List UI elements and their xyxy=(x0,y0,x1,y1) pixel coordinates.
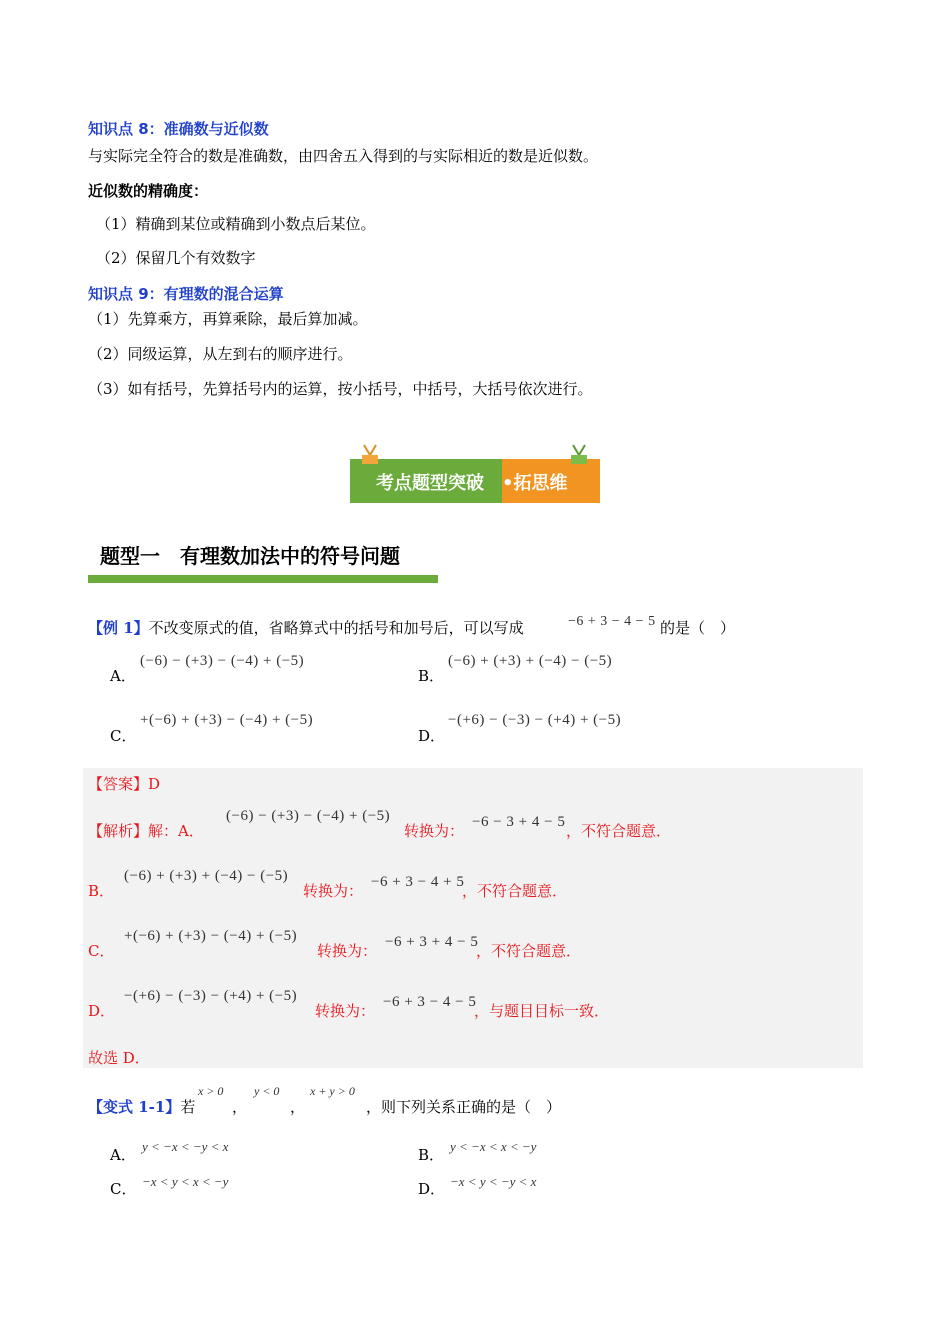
analysis-row-a-comment: ，不符合题意． xyxy=(566,822,672,840)
analysis-row-b-result: −6 + 3 − 4 + 5 xyxy=(371,874,465,890)
kp8-text: 与实际完全符合的数是准确数，由四舍五入得到的与实际相近的数是近似数。 xyxy=(88,147,599,165)
analysis-row-a-expr: (−6) − (+3) − (−4) + (−5) xyxy=(226,808,391,824)
kp8-item-2: （2）保留几个有效数字 xyxy=(96,249,256,267)
answer-box xyxy=(83,768,863,1068)
analysis-row-a-result: −6 − 3 + 4 − 5 xyxy=(472,814,566,830)
example1-option-c-expr: +(−6) + (+3) − (−4) + (−5) xyxy=(140,712,314,728)
analysis-row-c-label: C． xyxy=(88,942,115,960)
variant1-option-d-expr: −x < y < −y < x xyxy=(450,1174,537,1189)
kp9-item-1: （1）先算乘方，再算乘除，最后算加减。 xyxy=(88,310,368,328)
variant1-option-c-expr: −x < y < x < −y xyxy=(142,1174,229,1189)
example1-suffix: 的是（ ） xyxy=(660,619,736,637)
variant1-cond-2: y < 0 xyxy=(254,1084,280,1098)
variant1-option-c-label: C． xyxy=(110,1180,137,1198)
example1-tag: 【例 1】 xyxy=(88,619,149,637)
example1-option-c-label: C． xyxy=(110,727,137,745)
topic-banner xyxy=(350,459,600,503)
example1-option-b-expr: (−6) + (+3) + (−4) − (−5) xyxy=(448,653,613,669)
analysis-row-c-convert: 转换为： xyxy=(317,942,378,960)
section-underline xyxy=(88,575,438,583)
banner-right-text: •拓思维 xyxy=(502,473,568,494)
example1-question xyxy=(88,617,524,638)
analysis-row-b-comment: ，不符合题意． xyxy=(462,882,568,900)
variant1-cond-3: x + y > 0 xyxy=(310,1084,355,1098)
variant1-tag: 【变式 1-1】 xyxy=(88,1098,181,1116)
analysis-row-b-label: B． xyxy=(88,882,115,900)
analysis-row-c-expr: +(−6) + (+3) − (−4) + (−5) xyxy=(124,928,298,944)
variant1-comma-2: ， xyxy=(290,1098,306,1116)
binder-clip-left-icon xyxy=(360,443,380,465)
example1-option-a-expr: (−6) − (+3) − (−4) + (−5) xyxy=(140,653,305,669)
section-title: 题型一 有理数加法中的符号问题 xyxy=(100,544,400,568)
variant1-suffix: ，则下列关系正确的是（ ） xyxy=(366,1098,562,1116)
binder-clip-right-icon xyxy=(569,443,589,465)
analysis-conclusion: 故选 D． xyxy=(88,1049,150,1067)
analysis-row-b-convert: 转换为： xyxy=(303,882,364,900)
answer-line: 【答案】D xyxy=(88,775,161,793)
analysis-row-d-result: −6 + 3 − 4 − 5 xyxy=(383,994,477,1010)
variant1-prefix: 若 xyxy=(180,1098,196,1116)
analysis-row-b-expr: (−6) + (+3) + (−4) − (−5) xyxy=(124,868,289,884)
kp9-title: 知识点 9：有理数的混合运算 xyxy=(88,285,284,303)
example1-option-d-expr: −(+6) − (−3) − (+4) + (−5) xyxy=(448,712,622,728)
kp8-item-1: （1）精确到某位或精确到小数点后某位。 xyxy=(96,215,376,233)
analysis-row-d-label: D． xyxy=(88,1002,116,1020)
variant1-comma-1: ， xyxy=(232,1098,248,1116)
banner-left-text: 考点题型突破 xyxy=(376,473,484,494)
analysis-row-d-expr: −(+6) − (−3) − (+4) + (−5) xyxy=(124,988,298,1004)
variant1-option-a-label: A． xyxy=(110,1146,136,1164)
analysis-row-c-result: −6 + 3 + 4 − 5 xyxy=(385,934,479,950)
analysis-row-c-comment: ，不符合题意． xyxy=(476,942,582,960)
example1-expr: −6 + 3 − 4 − 5 xyxy=(568,614,656,629)
analysis-row-a-convert: 转换为： xyxy=(404,822,465,840)
variant1-option-d-label: D． xyxy=(418,1180,446,1198)
example1-option-b-label: B． xyxy=(418,667,445,685)
variant1-question xyxy=(88,1096,195,1117)
kp9-item-2: （2）同级运算，从左到右的顺序进行。 xyxy=(88,345,353,363)
example1-option-a-label: A． xyxy=(110,667,136,685)
example1-question-text: 不改变原式的值，省略算式中的括号和加号后，可以写成 xyxy=(148,619,524,637)
variant1-option-b-expr: y < −x < x < −y xyxy=(450,1139,537,1154)
example1-option-d-label: D． xyxy=(418,727,446,745)
kp9-item-3: （3）如有括号，先算括号内的运算，按小括号，中括号，大括号依次进行。 xyxy=(88,380,593,398)
variant1-option-a-expr: y < −x < −y < x xyxy=(142,1139,229,1154)
variant1-cond-1: x > 0 xyxy=(198,1084,224,1098)
variant1-option-b-label: B． xyxy=(418,1146,445,1164)
kp8-title: 知识点 8：准确数与近似数 xyxy=(88,120,269,138)
analysis-tag: 【解析】解：A． xyxy=(88,822,204,840)
analysis-row-d-comment: ，与题目目标一致． xyxy=(474,1002,610,1020)
analysis-row-d-convert: 转换为： xyxy=(315,1002,376,1020)
kp8-precision-label: 近似数的精确度： xyxy=(88,182,209,200)
